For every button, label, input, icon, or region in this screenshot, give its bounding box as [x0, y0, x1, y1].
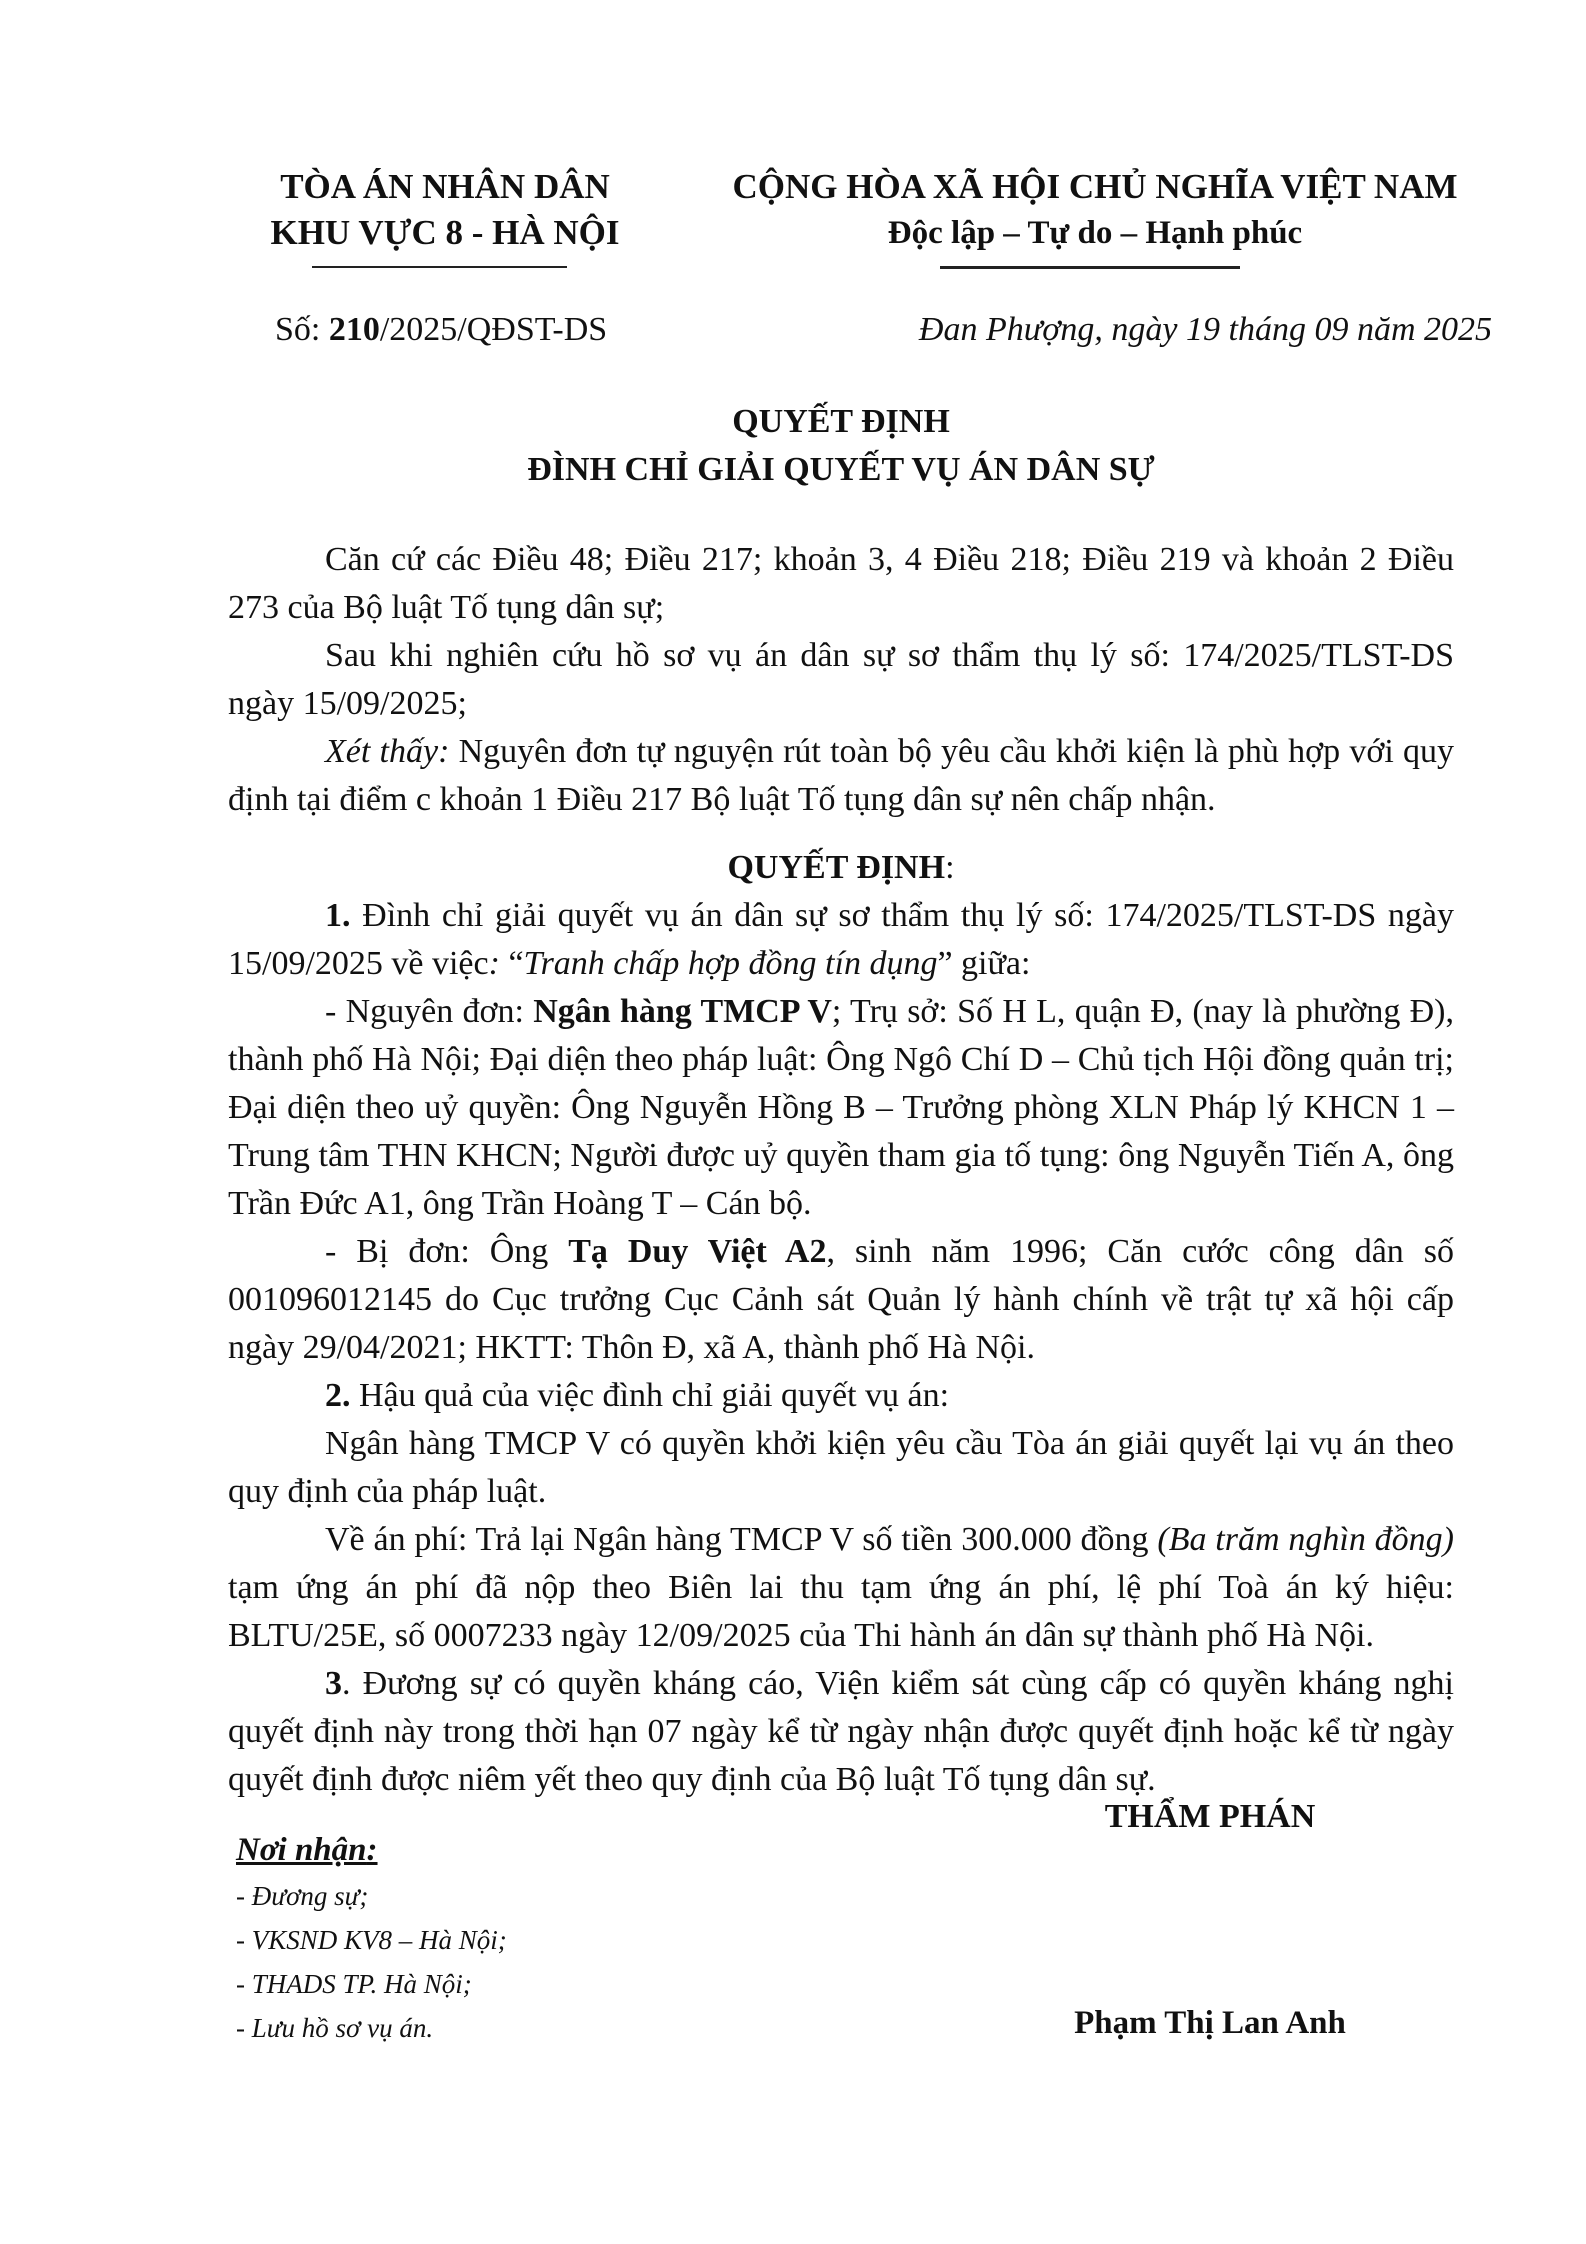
court-name-underline [312, 266, 567, 268]
recipients-heading-colon: : [366, 1832, 378, 1868]
plaintiff-name: Ngân hàng TMCP V [533, 993, 832, 1030]
court-fee-amount-words: (Ba trăm nghìn đồng) [1157, 1521, 1454, 1558]
national-motto-block [700, 164, 1490, 256]
judge-title: THẨM PHÁN [1104, 1798, 1316, 1835]
court-fee-text-b: tạm ứng án phí đã nộp theo Biên lai thu tạm ứng án phí, lệ phí Toà án ký hiệu: BLTU/25E, số 0007233 ngày 12/09/2025 của Thi hành án dân sự thành phố Hà Nội. [228, 1569, 1454, 1654]
consideration-label: Xét thấy: [325, 733, 450, 770]
recipient-item: - VKSND KV8 – Hà Nội; [236, 1925, 507, 1955]
decision-item-1-close: ” giữa: [937, 945, 1031, 982]
recipients-block [236, 1828, 796, 2048]
defendant-label: - Bị đơn: Ông [325, 1233, 569, 1270]
decision-item-3-number: 3 [325, 1665, 342, 1702]
decision-item-1-text: Đình chỉ giải quyết vụ án dân sự sơ thẩm thụ lý số: 174/2025/TLST-DS ngày 15/09/2025 về việc [228, 897, 1454, 982]
court-name-line2: KHU VỰC 8 - HÀ NỘI [270, 213, 620, 252]
plaintiff-paragraph [228, 988, 1454, 1228]
case-review-paragraph: Sau khi nghiên cứu hồ sơ vụ án dân sự sơ thẩm thụ lý số: 174/2025/TLST-DS ngày 15/09/2025; [228, 637, 1454, 722]
motto-underline [940, 266, 1240, 269]
court-fee-paragraph [228, 1516, 1454, 1660]
document-body [228, 536, 1454, 1804]
title-line1: QUYẾT ĐỊNH [732, 403, 950, 440]
right-to-sue-paragraph: Ngân hàng TMCP V có quyền khởi kiện yêu cầu Tòa án giải quyết lại vụ án theo quy định của pháp luật. [228, 1425, 1454, 1510]
decision-number-value: 210 [328, 311, 380, 348]
recipient-item: - Đương sự; [236, 1881, 369, 1911]
decision-item-1 [228, 892, 1454, 988]
country-name: CỘNG HÒA XÃ HỘI CHỦ NGHĨA VIỆT NAM [732, 167, 1458, 206]
court-name-block [230, 164, 660, 256]
plaintiff-label: - Nguyên đơn: [325, 993, 534, 1030]
decision-item-2-number: 2. [325, 1377, 351, 1414]
place-and-date: Đan Phượng, ngày 19 tháng 09 năm 2025 [918, 311, 1492, 348]
defendant-name: Tạ Duy Việt A2 [568, 1233, 827, 1270]
legal-basis-paragraph: Căn cứ các Điều 48; Điều 217; khoản 3, 4 Điều 218; Điều 219 và khoản 2 Điều 273 của Bộ luật Tố tụng dân sự; [228, 541, 1454, 626]
decision-heading-colon: : [945, 849, 955, 886]
court-name-line1: TÒA ÁN NHÂN DÂN [280, 167, 610, 206]
recipients-heading [236, 1828, 796, 1872]
national-motto: Độc lập – Tự do – Hạnh phúc [887, 215, 1303, 251]
decision-item-3-text: . Đương sự có quyền kháng cáo, Viện kiểm sát cùng cấp có quyền kháng nghị quyết định này trong thời hạn 07 ngày kể từ ngày nhận được quyết định hoặc kể từ ngày quyết định được niêm yết theo quy định của Bộ luật Tố tụng dân sự. [228, 1665, 1454, 1798]
consideration-text: Nguyên đơn tự nguyện rút toàn bộ yêu cầu khởi kiện là phù hợp với quy định tại điểm c khoản 1 Điều 217 Bộ luật Tố tụng dân sự nên chấp nhận. [228, 733, 1454, 818]
defendant-details: , sinh năm 1996; Căn cước công dân số 001096012145 do Cục trưởng Cục Cảnh sát Quản lý hành chính về trật tự xã hội cấp ngày 29/04/2021; HKTT: Thôn Đ, xã A, thành phố Hà Nội. [228, 1233, 1454, 1366]
plaintiff-details: ; Trụ sở: Số H L, quận Đ, (nay là phường Đ), thành phố Hà Nội; Đại diện theo pháp luật: Ông Ngô Chí D – Chủ tịch Hội đồng quản trị; Đại diện theo uỷ quyền: Ông Nguyễn Hồng B – Trưởng phòng XLN Pháp lý KHCN 1 – Trung tâm THN KHCN; Người được uỷ quyền tham gia tố tụng: ông Nguyễn Tiến A, ông Trần Đức A1, ông Trần Hoàng T – Cán bộ. [228, 993, 1454, 1222]
decision-number [275, 307, 607, 353]
court-fee-text-a: Về án phí: Trả lại Ngân hàng TMCP V số tiền 300.000 đồng [325, 1521, 1158, 1558]
consideration-paragraph [228, 728, 1454, 824]
recipient-item: - Lưu hồ sơ vụ án. [236, 2013, 434, 2043]
title-line2: ĐÌNH CHỈ GIẢI QUYẾT VỤ ÁN DÂN SỰ [527, 451, 1155, 488]
decision-item-1-open-quote: “ [499, 945, 524, 982]
decision-item-2 [228, 1372, 1454, 1420]
decision-number-suffix: /2025/QĐST-DS [379, 311, 608, 348]
decision-number-prefix: Số: [275, 311, 329, 348]
document-title [228, 398, 1454, 494]
defendant-paragraph [228, 1228, 1454, 1372]
decision-item-1-number: 1. [325, 897, 351, 934]
recipients-heading-text: Nơi nhận [236, 1832, 367, 1868]
judge-name: Phạm Thị Lan Anh [1074, 2005, 1346, 2041]
decision-item-1-colon: : [488, 945, 500, 982]
recipient-item: - THADS TP. Hà Nội; [236, 1969, 472, 1999]
decision-heading [228, 844, 1454, 892]
decision-heading-text: QUYẾT ĐỊNH [727, 849, 946, 886]
decision-item-2-text: Hậu quả của việc đình chỉ giải quyết vụ án: [350, 1377, 950, 1414]
decision-item-3 [228, 1660, 1454, 1804]
case-type: Tranh chấp hợp đồng tín dụng [523, 945, 938, 982]
